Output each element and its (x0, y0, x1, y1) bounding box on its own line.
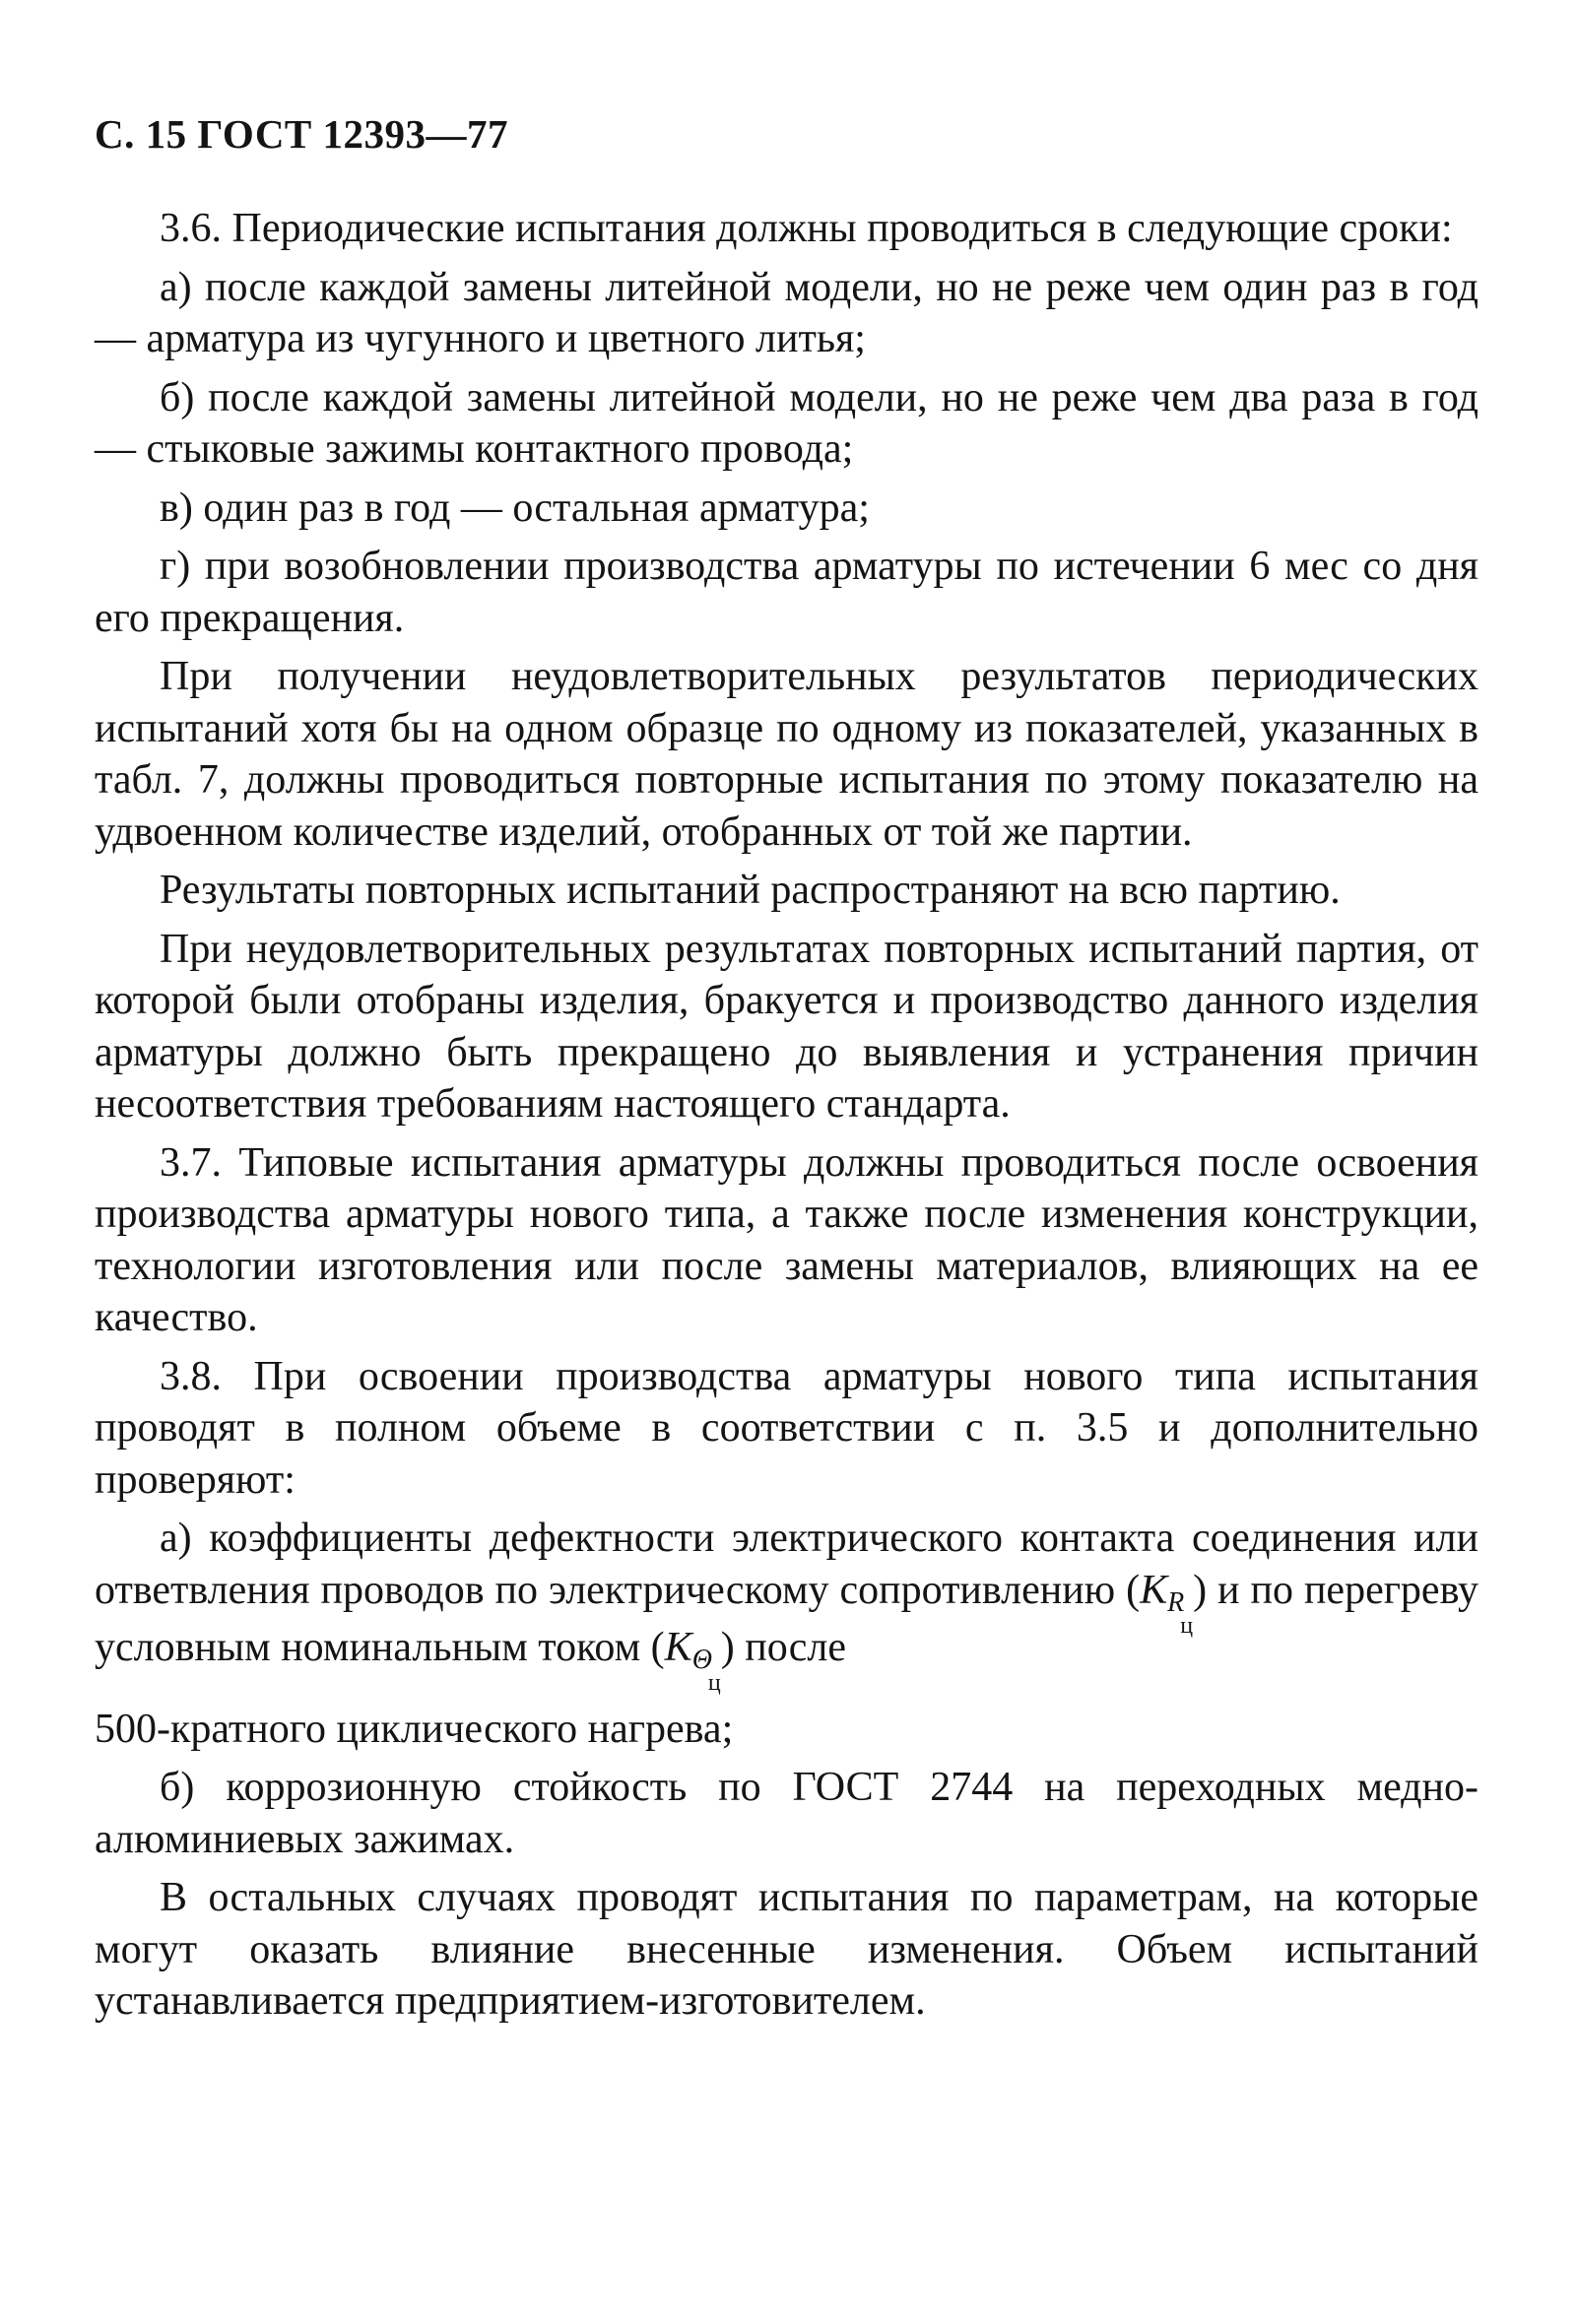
paragraph-rejection: При неудовлетворительных результатах повторных испытаний партия, от которой были отобраны изделия, бракуется и производство данного изделия арматуры должно быть прекращено до выявления и устранения причин несоответствия требованиям настоящего стандарта. (95, 926, 1478, 1127)
list-item-b-corrosion: б) коррозионную стойкость по ГОСТ 2744 на переходных медно-алюминиевых зажимах. (95, 1765, 1478, 1862)
k-theta-cycle-subscript: ц (707, 1670, 721, 1696)
paragraph-other-cases: В остальных случаях проводят испытания по параметрам, на которые могут оказать влияние внесенные изменения. Объем испытаний устанавливается предприятием-изготовителем. (95, 1875, 1478, 2024)
k-r-symbol: K (1140, 1567, 1168, 1613)
paragraph-3-8: 3.8. При освоении производства арматуры нового типа испытания проводят в полном объеме в соответствии с п. 3.5 и дополнительно проверяют: (95, 1353, 1478, 1503)
item-a-text-middle: и по перегреву условным номинальным током (95, 1567, 1478, 1670)
paragraph-retest: При получении неудовлетворительных результатов периодических испытаний хотя бы на одном образце по одному из показателей, указанных в табл. 7, должны проводиться повторные испытания по этому показателю на удвоенном количестве изделий, отобранных от той же партии. (95, 654, 1478, 855)
list-item-a: а) после каждой замены литейной модели, но не реже чем один раз в год — арматура из чугунного и цветного литья; (95, 264, 1478, 361)
paragraph-3-6: 3.6. Периодические испытания должны проводиться в следующие сроки: (160, 206, 1453, 251)
k-theta-subscript: Θ (691, 1645, 712, 1675)
k-r-subscript: R (1167, 1586, 1185, 1618)
list-item-g: г) при возобновлении производства арматуры по истечении 6 мес со дня его прекращения. (95, 544, 1478, 641)
page-header: С. 15 ГОСТ 12393—77 (95, 111, 509, 157)
item-a-text-start: а) коэффициенты дефектности электрического контакта соединения или ответвления проводов по электрическому сопротивлению (95, 1516, 1478, 1613)
paragraph-3-7: 3.7. Типовые испытания арматуры должны проводиться после освоения производства арматуры нового типа, а также после изменения конструкции, технологии изготовления или после замены материалов, влияющих на ее качество. (95, 1139, 1478, 1340)
list-item-v: в) один раз в год — остальная арматура; (160, 484, 870, 531)
k-theta-symbol: K (664, 1625, 692, 1670)
list-item-a-coefficients: а) коэффициенты дефектности электрического контакта соединения или ответвления проводов по электрическому сопротивлению $(KR_ц)$ и по перегреву условным номинальным током $(K\Theta_ц)$ после (95, 1516, 1478, 1696)
paragraph-retest-results: Результаты повторных испытаний распространяют на всю партию. (160, 868, 1341, 913)
k-r-cycle-subscript: ц (1180, 1612, 1194, 1639)
list-item-b: б) после каждой замены литейной модели, но не реже чем два раза в год — стыковые зажимы контактного провода; (95, 374, 1478, 472)
document-page (95, 106, 1478, 2034)
item-a-text-end: 500-кратного циклического нагрева; (95, 1706, 734, 1752)
item-a-text-after: после (745, 1625, 847, 1670)
